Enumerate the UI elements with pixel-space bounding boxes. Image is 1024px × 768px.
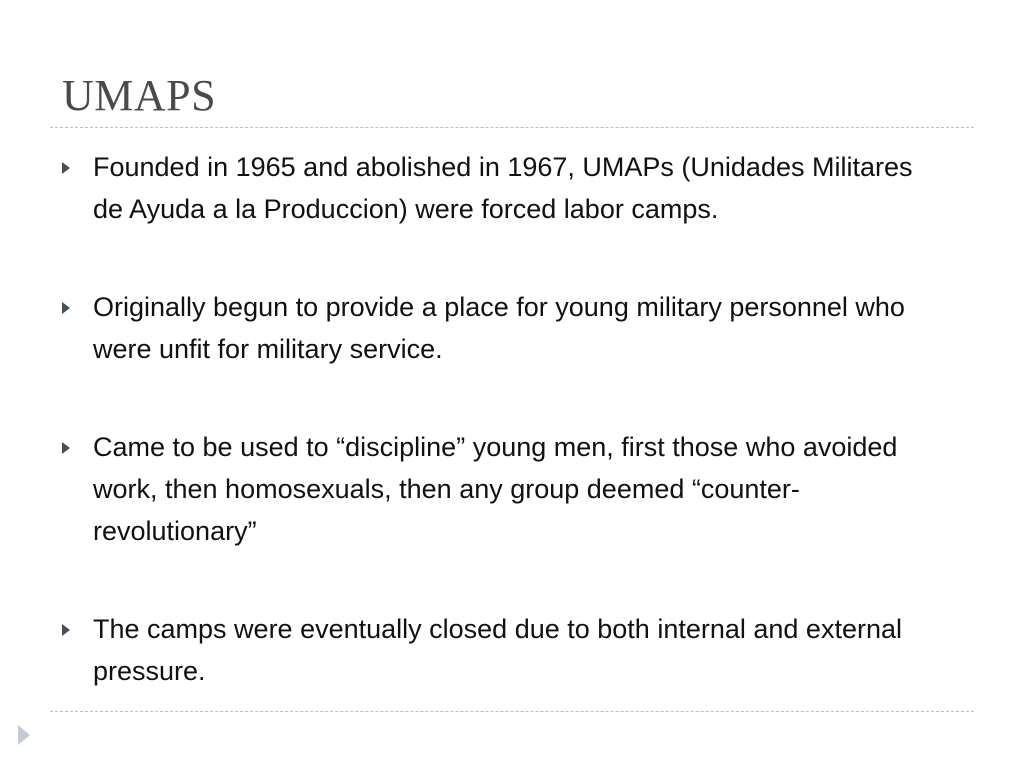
bullet-item	[60, 426, 940, 552]
bullet-text: Founded in 1965 and abolished in 1967, UMAPs (Unidades Militares de Ayuda a la Produccion) were forced labor camps.	[93, 152, 913, 224]
triangle-right-icon	[62, 162, 70, 174]
triangle-right-icon	[62, 302, 70, 314]
bullet-item	[60, 146, 940, 230]
slide-title: UMAPS	[62, 71, 217, 120]
bullet-list	[60, 146, 940, 692]
play-arrow-icon[interactable]	[18, 725, 30, 745]
bullet-text: Came to be used to “discipline” young men, first those who avoided work, then homosexuals, then any group deemed “counter-revolutionary”	[93, 432, 898, 546]
bullet-item	[60, 286, 940, 370]
bullet-text: The camps were eventually closed due to both internal and external pressure.	[93, 614, 902, 686]
bullet-item	[60, 608, 940, 692]
footer-divider	[50, 711, 974, 712]
title-divider	[50, 127, 974, 128]
triangle-right-icon	[62, 624, 70, 636]
triangle-right-icon	[62, 442, 70, 454]
bullet-text: Originally begun to provide a place for young military personnel who were unfit for military service.	[93, 292, 905, 364]
